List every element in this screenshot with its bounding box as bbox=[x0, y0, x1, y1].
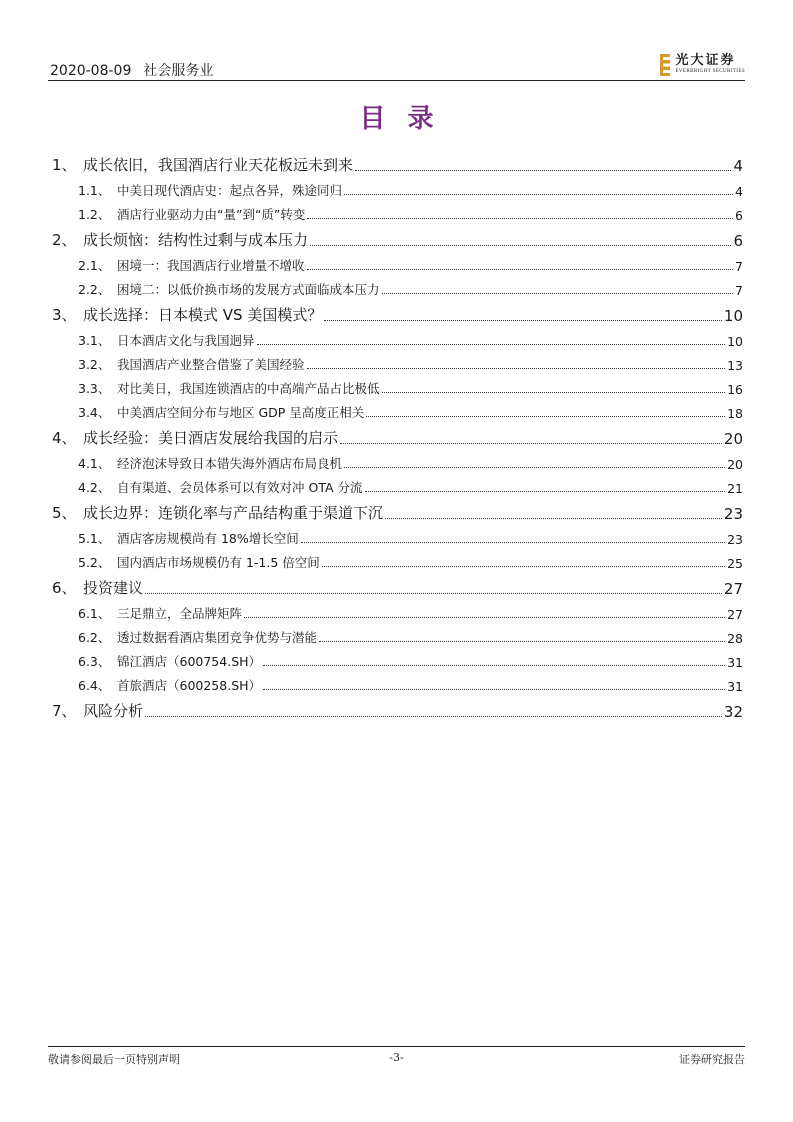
toc-section-number: 1、 bbox=[52, 156, 77, 174]
toc-subsection-page[interactable]: 20 bbox=[727, 457, 743, 472]
toc-subsection-page[interactable]: 27 bbox=[727, 607, 743, 622]
toc-section-page[interactable]: 6 bbox=[733, 232, 743, 250]
toc-subsection-title[interactable]: 对比美日，我国连锁酒店的中高端产品占比极低 bbox=[117, 381, 380, 396]
toc-subsection-row[interactable] bbox=[52, 175, 743, 199]
toc-subsection-page[interactable]: 31 bbox=[727, 655, 743, 670]
toc-subsection-number: 3.2、 bbox=[78, 357, 111, 372]
dot-leader bbox=[355, 170, 731, 171]
toc-subsection-number: 6.4、 bbox=[78, 678, 111, 693]
logo-mark-icon bbox=[660, 54, 670, 76]
toc-section-row[interactable] bbox=[52, 299, 743, 325]
toc-section-number: 2、 bbox=[52, 231, 77, 249]
toc-subsection-number: 3.4、 bbox=[78, 405, 111, 420]
toc-subsection-page[interactable]: 18 bbox=[727, 406, 743, 421]
disclaimer-note: 敬请参阅最后一页特别声明 bbox=[48, 1053, 180, 1066]
toc-subsection-page[interactable]: 13 bbox=[727, 358, 743, 373]
dot-leader bbox=[324, 320, 722, 321]
dot-leader bbox=[145, 593, 722, 594]
toc-subsection-title[interactable]: 困境二：以低价换市场的发展方式面临成本压力 bbox=[117, 282, 380, 297]
toc-subsection-title[interactable]: 三足鼎立，全品牌矩阵 bbox=[117, 606, 243, 621]
dot-leader bbox=[322, 566, 725, 567]
toc-subsection-row[interactable] bbox=[52, 523, 743, 547]
toc-subsection-title[interactable]: 我国酒店产业整合借鉴了美国经验 bbox=[117, 357, 305, 372]
toc-subsection-row[interactable] bbox=[52, 274, 743, 298]
header-meta bbox=[50, 60, 213, 80]
logo-english-name: EVERBRIGHT SECURITIES bbox=[675, 69, 745, 74]
toc-section-row[interactable] bbox=[52, 149, 743, 175]
toc-subsection-title[interactable]: 中美酒店空间分布与地区 GDP 呈高度正相关 bbox=[117, 405, 365, 420]
report-type: 证券研究报告 bbox=[679, 1053, 745, 1066]
toc-subsection-row[interactable] bbox=[52, 472, 743, 496]
toc-subsection-page[interactable]: 21 bbox=[727, 481, 743, 496]
toc-subsection-row[interactable] bbox=[52, 199, 743, 223]
toc-subsection-page[interactable]: 28 bbox=[727, 631, 743, 646]
toc-subsection-row[interactable] bbox=[52, 325, 743, 349]
toc-subsection-number: 4.1、 bbox=[78, 456, 111, 471]
dot-leader bbox=[145, 716, 722, 717]
toc-section-title[interactable]: 成长选择：日本模式 VS 美国模式？ bbox=[83, 306, 323, 324]
toc-section-page[interactable]: 10 bbox=[723, 307, 743, 325]
page-header bbox=[48, 54, 745, 80]
dot-leader bbox=[263, 665, 725, 666]
toc-subsection-number: 1.1、 bbox=[78, 183, 111, 198]
toc-subsection-page[interactable]: 7 bbox=[735, 283, 743, 298]
toc-section-page[interactable]: 27 bbox=[723, 580, 743, 598]
toc-section-row[interactable] bbox=[52, 497, 743, 523]
toc-subsection-number: 1.2、 bbox=[78, 207, 111, 222]
logo-chinese-name: 光大证券 bbox=[675, 53, 736, 68]
toc-section-number: 4、 bbox=[52, 429, 77, 447]
toc-subsection-title[interactable]: 国内酒店市场规模仍有 1-1.5 倍空间 bbox=[117, 555, 320, 570]
toc-subsection-number: 6.1、 bbox=[78, 606, 111, 621]
toc-section-page[interactable]: 20 bbox=[723, 430, 743, 448]
dot-leader bbox=[344, 467, 725, 468]
toc-subsection-page[interactable]: 16 bbox=[727, 382, 743, 397]
toc-subsection-title[interactable]: 透过数据看酒店集团竞争优势与潜能 bbox=[117, 630, 318, 645]
toc-subsection-title[interactable]: 自有渠道、会员体系可以有效对冲 OTA 分流 bbox=[117, 480, 363, 495]
dot-leader bbox=[340, 443, 722, 444]
toc-subsection-number: 4.2、 bbox=[78, 480, 111, 495]
toc-subsection-row[interactable] bbox=[52, 349, 743, 373]
toc-section-number: 3、 bbox=[52, 306, 77, 324]
toc-subsection-number: 3.1、 bbox=[78, 333, 111, 348]
dot-leader bbox=[385, 518, 722, 519]
dot-leader bbox=[307, 368, 726, 369]
dot-leader bbox=[257, 344, 726, 345]
toc-section-title[interactable]: 成长边界：连锁化率与产品结构重于渠道下沉 bbox=[83, 504, 384, 522]
toc-section-title[interactable]: 成长烦恼：结构性过剩与成本压力 bbox=[83, 231, 309, 249]
toc-subsection-number: 2.2、 bbox=[78, 282, 111, 297]
toc-subsection-title[interactable]: 酒店客房规模尚有 18%增长空间 bbox=[117, 531, 299, 546]
dot-leader bbox=[366, 416, 725, 417]
report-date: 2020-08-09 bbox=[50, 63, 132, 79]
toc-section-number: 7、 bbox=[52, 702, 77, 720]
toc-subsection-number: 6.2、 bbox=[78, 630, 111, 645]
toc-section-row[interactable] bbox=[52, 224, 743, 250]
table-of-contents bbox=[52, 149, 743, 721]
toc-subsection-title[interactable]: 困境一：我国酒店行业增量不增收 bbox=[117, 258, 305, 273]
toc-subsection-row[interactable] bbox=[52, 547, 743, 571]
toc-subsection-page[interactable]: 25 bbox=[727, 556, 743, 571]
toc-subsection-page[interactable]: 10 bbox=[727, 334, 743, 349]
toc-subsection-page[interactable]: 31 bbox=[727, 679, 743, 694]
toc-section-number: 5、 bbox=[52, 504, 77, 522]
toc-subsection-number: 3.3、 bbox=[78, 381, 111, 396]
page-number: -3- bbox=[389, 1051, 404, 1064]
toc-section-row[interactable] bbox=[52, 422, 743, 448]
footer-divider bbox=[48, 1046, 745, 1047]
toc-subsection-row[interactable] bbox=[52, 598, 743, 622]
toc-subsection-title[interactable]: 酒店行业驱动力由“量”到“质”转变 bbox=[117, 207, 306, 222]
toc-subsection-number: 2.1、 bbox=[78, 258, 111, 273]
page-footer bbox=[48, 1051, 745, 1067]
dot-leader bbox=[307, 269, 734, 270]
toc-subsection-title[interactable]: 中美日现代酒店史：起点各异，殊途同归 bbox=[117, 183, 343, 198]
dot-leader bbox=[319, 641, 725, 642]
toc-section-row[interactable] bbox=[52, 695, 743, 721]
header-divider bbox=[48, 80, 745, 81]
toc-section-title[interactable]: 成长经验：美日酒店发展给我国的启示 bbox=[83, 429, 339, 447]
toc-subsection-title[interactable]: 首旅酒店（600258.SH） bbox=[117, 678, 262, 693]
dot-leader bbox=[301, 542, 725, 543]
toc-subsection-row[interactable] bbox=[52, 250, 743, 274]
dot-leader bbox=[382, 392, 726, 393]
toc-section-number: 6、 bbox=[52, 579, 77, 597]
dot-leader bbox=[344, 194, 733, 195]
toc-subsection-title[interactable]: 锦江酒店（600754.SH） bbox=[117, 654, 262, 669]
dot-leader bbox=[382, 293, 734, 294]
toc-subsection-page[interactable]: 23 bbox=[727, 532, 743, 547]
dot-leader bbox=[244, 617, 725, 618]
toc-subsection-number: 5.2、 bbox=[78, 555, 111, 570]
dot-leader bbox=[310, 245, 731, 246]
toc-subsection-row[interactable] bbox=[52, 373, 743, 397]
dot-leader bbox=[307, 218, 733, 219]
toc-section-page[interactable]: 23 bbox=[723, 505, 743, 523]
toc-section-title[interactable]: 风险分析 bbox=[83, 702, 144, 720]
toc-section-page[interactable]: 32 bbox=[723, 703, 743, 721]
toc-subsection-row[interactable] bbox=[52, 670, 743, 694]
toc-subsection-number: 6.3、 bbox=[78, 654, 111, 669]
dot-leader bbox=[365, 491, 726, 492]
toc-section-page[interactable]: 4 bbox=[733, 157, 743, 175]
toc-subsection-row[interactable] bbox=[52, 622, 743, 646]
toc-section-row[interactable] bbox=[52, 572, 743, 598]
toc-section-title[interactable]: 投资建议 bbox=[83, 579, 144, 597]
toc-subsection-title[interactable]: 日本酒店文化与我国迥异 bbox=[117, 333, 255, 348]
toc-subsection-row[interactable] bbox=[52, 448, 743, 472]
toc-subsection-page[interactable]: 6 bbox=[735, 208, 743, 223]
dot-leader bbox=[263, 689, 725, 690]
toc-subsection-row[interactable] bbox=[52, 646, 743, 670]
toc-subsection-title[interactable]: 经济泡沫导致日本错失海外酒店布局良机 bbox=[117, 456, 343, 471]
toc-section-title[interactable]: 成长依旧，我国酒店行业天花板远未到来 bbox=[83, 156, 354, 174]
everbright-logo bbox=[660, 54, 745, 78]
toc-title: 目录 bbox=[359, 104, 456, 134]
toc-subsection-page[interactable]: 4 bbox=[735, 184, 743, 199]
toc-subsection-number: 5.1、 bbox=[78, 531, 111, 546]
sector-label: 社会服务业 bbox=[143, 63, 214, 79]
toc-subsection-row[interactable] bbox=[52, 397, 743, 421]
toc-subsection-page[interactable]: 7 bbox=[735, 259, 743, 274]
